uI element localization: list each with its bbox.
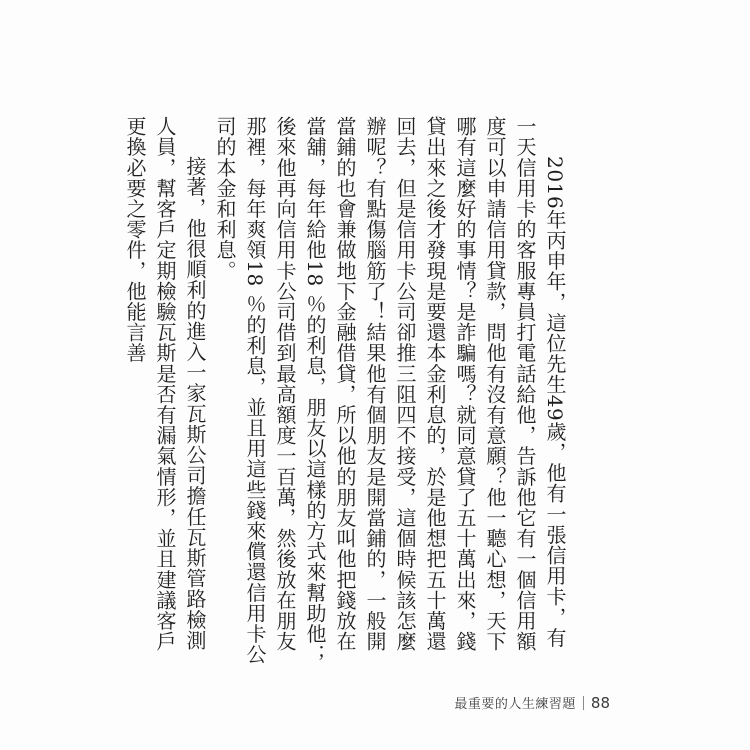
paragraph-2: 接著，他很順利的進入一家瓦斯公司擔任瓦斯管路檢測人員，幫客戶定期檢驗瓦斯是否有漏氣情形，並且建議客戶更換必要之零件，他能言善 <box>123 116 207 652</box>
page-footer <box>454 693 610 712</box>
body-text <box>120 116 600 666</box>
footer-divider <box>583 696 584 710</box>
paragraph-1: 2016年丙申年，這位先生49歲，他有一張信用卡，有一天信用卡的客服專員打電話給他，告訴他它有一個信用額度可以申請信用貸款，問他有沒有意願？他一聽心想，天下哪有這麼好的事情？是詐騙嗎？就同意貸了五十萬出來，錢貸出來之後才發現是要還本金利息的，於是他想把五十萬還回去，但是信用卡公司卻推三阻四不接受，這個時候該怎麼辦呢？有點傷腦筋了！結果他有個朋友是開當鋪的，一般開當鋪的也會兼做地下金融借貸，所以他的朋友叫他把錢放在當舖，每年給他18 ％的利息，朋友以這樣的方式來幫助他；後來他再向信用卡公司借到最高額度一百萬，然後放在朋友那裡，每年爽領18 ％的利息，並且用這些錢來償還信用卡公司的本金和利息。 <box>213 116 567 665</box>
page-number: 88 <box>590 693 610 712</box>
book-title: 最重要的人生練習題 <box>454 697 576 712</box>
